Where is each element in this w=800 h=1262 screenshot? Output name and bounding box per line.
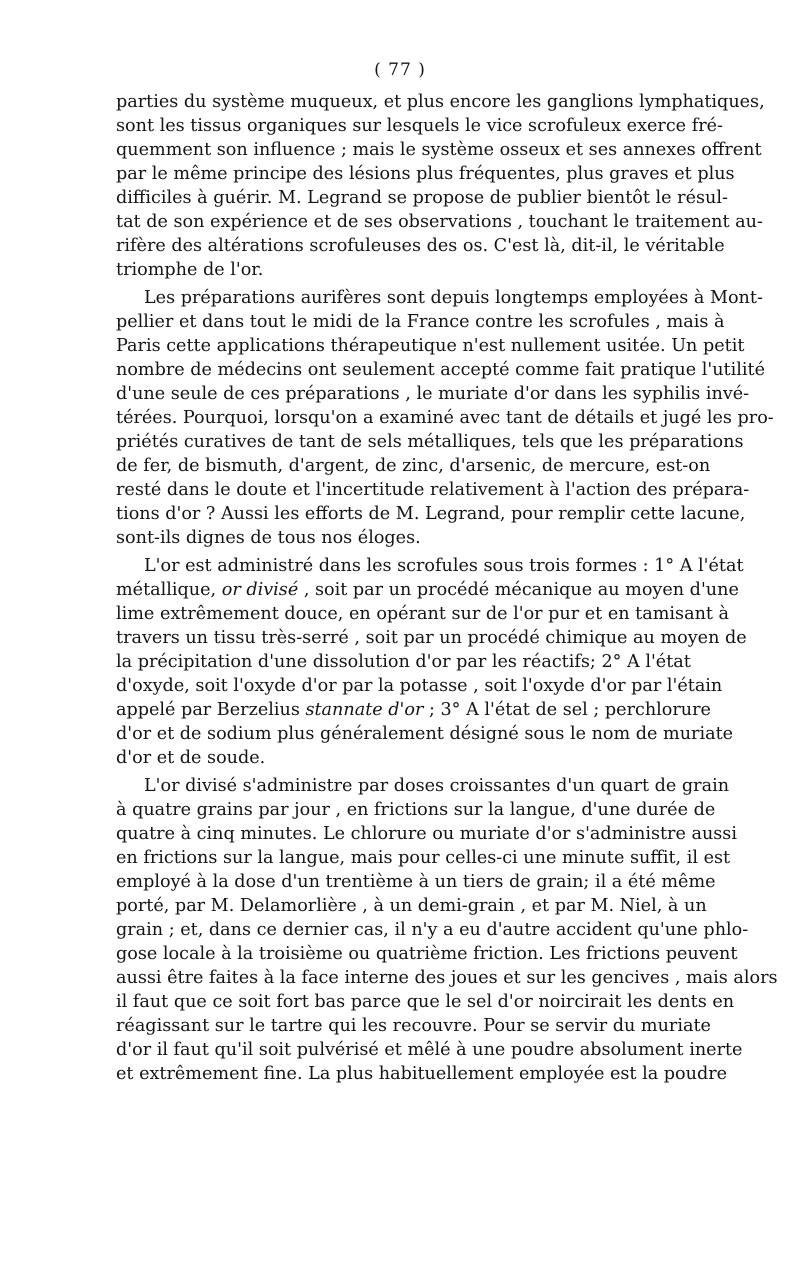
text-line: d'or et de soude. bbox=[116, 748, 266, 768]
text-line: travers un tissu très-serré , soit par un procédé chimique au moyen de bbox=[116, 628, 747, 648]
text-line: resté dans le doute et l'incertitude relativement à l'action des prépara- bbox=[116, 480, 750, 500]
text-line: à quatre grains par jour , en frictions sur la langue, d'une durée de bbox=[116, 800, 716, 820]
text-line: la précipitation d'une dissolution d'or par les réactifs; 2° A l'état bbox=[116, 652, 691, 672]
text-line: aussi être faites à la face interne des joues et sur les gencives , mais alors bbox=[116, 968, 778, 988]
text-line: parties du système muqueux, et plus encore les ganglions lymphatiques, bbox=[116, 92, 765, 112]
text-line: nombre de médecins ont seulement accepté comme fait pratique l'utilité bbox=[116, 360, 765, 380]
paragraph bbox=[116, 774, 778, 1086]
text-line: par le même principe des lésions plus fréquentes, plus graves et plus bbox=[116, 164, 735, 184]
page-number: ( 77 ) bbox=[374, 60, 426, 80]
text-line: gose locale à la troisième ou quatrième friction. Les frictions peuvent bbox=[116, 944, 738, 964]
text-line: triomphe de l'or. bbox=[116, 260, 264, 280]
text-line: d'or et de sodium plus généralement désigné sous le nom de muriate bbox=[116, 724, 734, 744]
text-line: L'or divisé s'administre par doses croissantes d'un quart de grain bbox=[144, 776, 730, 796]
paragraph bbox=[116, 554, 747, 770]
text-line: il faut que ce soit fort bas parce que le sel d'or noircirait les dents en bbox=[116, 992, 735, 1012]
text-line: pellier et dans tout le midi de la France contre les scrofules , mais à bbox=[116, 312, 725, 332]
text-line: térées. Pourquoi, lorsqu'on a examiné avec tant de détails et jugé les pro- bbox=[116, 408, 774, 428]
text-line: tat de son expérience et de ses observations , touchant le traitement au- bbox=[116, 212, 763, 232]
text-line: métallique, or divisé , soit par un procédé mécanique au moyen d'une bbox=[116, 580, 739, 600]
text-line: sont-ils dignes de tous nos éloges. bbox=[116, 528, 421, 548]
text-line: difficiles à guérir. M. Legrand se propose de publier bientôt le résul- bbox=[116, 188, 728, 208]
text-line: d'une seule de ces préparations , le muriate d'or dans les syphilis invé- bbox=[116, 384, 750, 404]
text-line: porté, par M. Delamorlière , à un demi-grain , et par M. Niel, à un bbox=[116, 896, 707, 916]
text-line: lime extrêmement douce, en opérant sur de l'or pur et en tamisant à bbox=[116, 604, 730, 624]
italic-term: stannate d'or bbox=[305, 700, 424, 720]
text-line: quemment son influence ; mais le système osseux et ses annexes offrent bbox=[116, 140, 762, 160]
text-line: priétés curatives de tant de sels métalliques, tels que les préparations bbox=[116, 432, 744, 452]
text-line: employé à la dose d'un trentième à un tiers de grain; il a été même bbox=[116, 872, 716, 892]
text-line: en frictions sur la langue, mais pour celles-ci une minute suffit, il est bbox=[116, 848, 731, 868]
italic-term: or divisé bbox=[221, 580, 299, 600]
text-line: sont les tissus organiques sur lesquels le vice scrofuleux exerce fré- bbox=[116, 116, 723, 136]
text-line: grain ; et, dans ce dernier cas, il n'y a eu d'autre accident qu'une phlo- bbox=[116, 920, 749, 940]
text-line: rifère des altérations scrofuleuses des os. C'est là, dit-il, le véritable bbox=[116, 236, 725, 256]
text-line: tions d'or ? Aussi les efforts de M. Legrand, pour remplir cette lacune, bbox=[116, 504, 746, 524]
paragraph bbox=[116, 286, 774, 550]
text-line: Les préparations aurifères sont depuis longtemps employées à Mont- bbox=[144, 288, 763, 308]
body-text bbox=[116, 90, 778, 1090]
text-line: quatre à cinq minutes. Le chlorure ou muriate d'or s'administre aussi bbox=[116, 824, 737, 844]
text-line: appelé par Berzelius stannate d'or ; 3° A l'état de sel ; perchlorure bbox=[116, 700, 711, 720]
text-line: L'or est administré dans les scrofules sous trois formes : 1° A l'état bbox=[144, 556, 744, 576]
text-line: de fer, de bismuth, d'argent, de zinc, d'arsenic, de mercure, est-on bbox=[116, 456, 711, 476]
text-line: d'oxyde, soit l'oxyde d'or par la potasse , soit l'oxyde d'or par l'étain bbox=[116, 676, 723, 696]
text-line: d'or il faut qu'il soit pulvérisé et mêlé à une poudre absolument inerte bbox=[116, 1040, 743, 1060]
text-line: réagissant sur le tartre qui les recouvre. Pour se servir du muriate bbox=[116, 1016, 711, 1036]
paragraph bbox=[116, 90, 765, 282]
text-line: Paris cette applications thérapeutique n'est nullement usitée. Un petit bbox=[116, 336, 745, 356]
text-line: et extrêmement fine. La plus habituellement employée est la poudre bbox=[116, 1064, 728, 1084]
